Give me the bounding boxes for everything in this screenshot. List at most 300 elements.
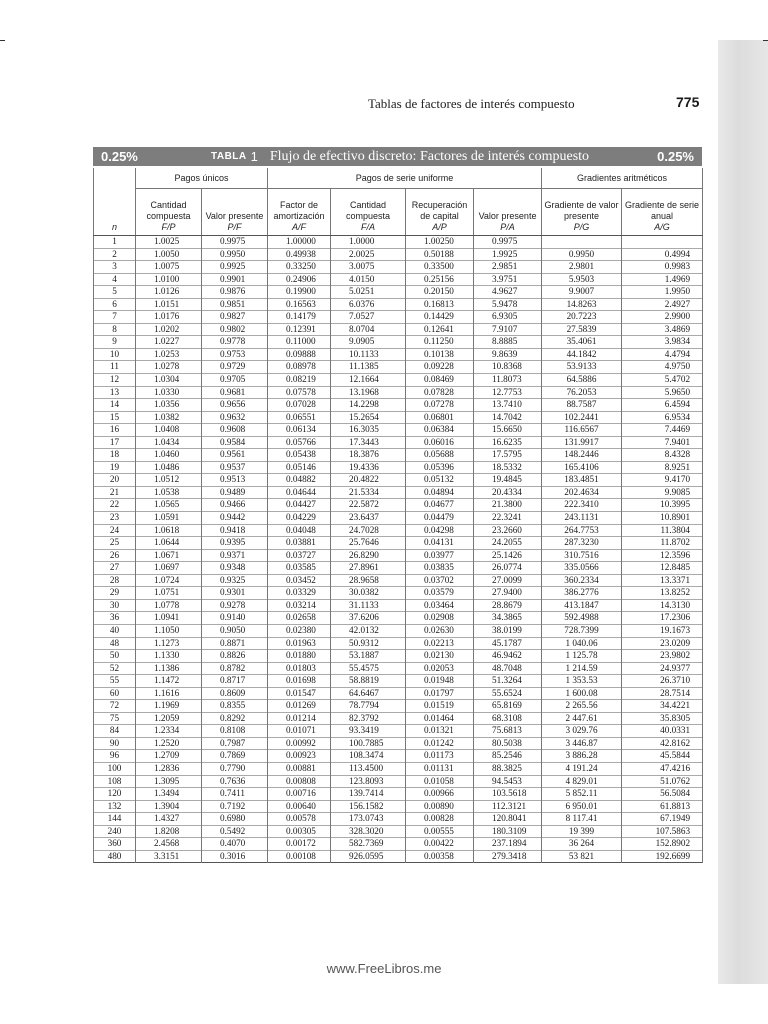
factor-cell: 1 125.78: [542, 650, 622, 663]
factor-cell: 1.0618: [136, 524, 202, 537]
factor-cell: 0.4994: [622, 248, 703, 261]
factor-cell: 64.6467: [331, 687, 406, 700]
factor-cell: 1.0000: [331, 236, 406, 249]
period-cell: 16: [94, 424, 136, 437]
factor-cell: 4.0150: [331, 273, 406, 286]
period-cell: 29: [94, 587, 136, 600]
factor-cell: 65.8169: [474, 700, 542, 713]
factor-cell: 0.07028: [268, 399, 331, 412]
factor-cell: 0.12391: [268, 323, 331, 336]
factor-cell: 0.9975: [474, 236, 542, 249]
factor-cell: 56.5084: [622, 788, 703, 801]
table-row: [94, 599, 703, 612]
factor-cell: 1.0075: [136, 261, 202, 274]
factor-cell: 0.9827: [202, 311, 268, 324]
factor-cell: 17.2306: [622, 612, 703, 625]
factor-cell: 18.5332: [474, 461, 542, 474]
factor-cell: 1.1969: [136, 700, 202, 713]
factor-cell: 24.2055: [474, 537, 542, 550]
factor-cell: 28.8679: [474, 599, 542, 612]
factor-cell: 61.8813: [622, 800, 703, 813]
factor-cell: 3 446.87: [542, 737, 622, 750]
factor-cell: 0.09888: [268, 348, 331, 361]
factor-cell: 0.7869: [202, 750, 268, 763]
table-row: [94, 687, 703, 700]
factor-cell: 0.01131: [406, 762, 474, 775]
factor-cell: 0.00890: [406, 800, 474, 813]
period-cell: 9: [94, 336, 136, 349]
table-row: [94, 750, 703, 763]
factor-cell: 35.4061: [542, 336, 622, 349]
factor-table: [93, 168, 703, 863]
factor-cell: 15.2654: [331, 411, 406, 424]
factor-cell: 222.3410: [542, 499, 622, 512]
factor-cell: 0.03329: [268, 587, 331, 600]
table-row: [94, 436, 703, 449]
factor-cell: 1.0050: [136, 248, 202, 261]
factor-cell: 0.01803: [268, 662, 331, 675]
factor-cell: 36 264: [542, 838, 622, 851]
factor-cell: 0.9537: [202, 461, 268, 474]
factor-cell: 0.01464: [406, 712, 474, 725]
factor-cell: 0.6980: [202, 813, 268, 826]
factor-cell: 0.00578: [268, 813, 331, 826]
factor-cell: 24.9377: [622, 662, 703, 675]
table-row: [94, 311, 703, 324]
period-cell: 3: [94, 261, 136, 274]
factor-cell: 0.06016: [406, 436, 474, 449]
table-row: [94, 336, 703, 349]
factor-cell: 0.01797: [406, 687, 474, 700]
period-cell: 13: [94, 386, 136, 399]
table-row: [94, 374, 703, 387]
factor-cell: 1.1050: [136, 624, 202, 637]
factor-cell: 0.04229: [268, 512, 331, 525]
factor-cell: 173.0743: [331, 813, 406, 826]
column-header-symbol: A/G: [654, 222, 670, 232]
factor-cell: 1.3494: [136, 788, 202, 801]
factor-cell: 0.05766: [268, 436, 331, 449]
factor-cell: 243.1131: [542, 512, 622, 525]
factor-cell: 0.9802: [202, 323, 268, 336]
factor-cell: 0.9325: [202, 574, 268, 587]
factor-cell: 1.2059: [136, 712, 202, 725]
factor-cell: 14.2298: [331, 399, 406, 412]
factor-cell: 1.0100: [136, 273, 202, 286]
factor-cell: 0.04048: [268, 524, 331, 537]
period-cell: 8: [94, 323, 136, 336]
group-arithmetic-gradients: Gradientes aritméticos: [542, 168, 703, 189]
table-row: [94, 386, 703, 399]
factor-cell: 0.02213: [406, 637, 474, 650]
column-header: [474, 189, 542, 236]
column-header-name: Gradiente de valor presente: [544, 200, 619, 221]
factor-cell: 53.9133: [542, 361, 622, 374]
period-cell: 48: [94, 637, 136, 650]
factor-cell: 27.5839: [542, 323, 622, 336]
factor-cell: 0.9950: [542, 248, 622, 261]
factor-cell: 20.4334: [474, 486, 542, 499]
factor-cell: 22.3241: [474, 512, 542, 525]
factor-cell: 9.0905: [331, 336, 406, 349]
factor-cell: 335.0566: [542, 562, 622, 575]
period-cell: 17: [94, 436, 136, 449]
factor-cell: 24.7028: [331, 524, 406, 537]
factor-cell: 152.8902: [622, 838, 703, 851]
factor-cell: 0.04131: [406, 537, 474, 550]
factor-cell: 237.1894: [474, 838, 542, 851]
factor-cell: 0.9140: [202, 612, 268, 625]
factor-cell: 0.8782: [202, 662, 268, 675]
factor-cell: 0.03835: [406, 562, 474, 575]
factor-cell: 11.8702: [622, 537, 703, 550]
factor-cell: 55.4575: [331, 662, 406, 675]
table-row: [94, 286, 703, 299]
factor-cell: 1.2709: [136, 750, 202, 763]
factor-cell: 78.7794: [331, 700, 406, 713]
period-cell: 96: [94, 750, 136, 763]
factor-cell: 94.5453: [474, 775, 542, 788]
factor-cell: 279.3418: [474, 850, 542, 863]
factor-cell: 0.33500: [406, 261, 474, 274]
table-row: [94, 850, 703, 863]
factor-cell: 0.05132: [406, 474, 474, 487]
column-header-symbol: A/F: [292, 222, 307, 232]
factor-cell: 5.9650: [622, 386, 703, 399]
factor-cell: 0.03881: [268, 537, 331, 550]
factor-cell: 1.1330: [136, 650, 202, 663]
factor-cell: 1 353.53: [542, 675, 622, 688]
factor-cell: 165.4106: [542, 461, 622, 474]
factor-cell: 31.1133: [331, 599, 406, 612]
factor-cell: 58.8819: [331, 675, 406, 688]
factor-cell: 9.8639: [474, 348, 542, 361]
table-row: [94, 361, 703, 374]
table-row: [94, 424, 703, 437]
factor-cell: 25.7646: [331, 537, 406, 550]
factor-cell: 0.4070: [202, 838, 268, 851]
factor-cell: 131.9917: [542, 436, 622, 449]
factor-cell: 4.9627: [474, 286, 542, 299]
factor-cell: 0.9466: [202, 499, 268, 512]
factor-cell: 1 040.06: [542, 637, 622, 650]
period-cell: 84: [94, 725, 136, 738]
factor-cell: 68.3108: [474, 712, 542, 725]
period-cell: 6: [94, 298, 136, 311]
footer-url: www.FreeLibros.me: [326, 961, 442, 976]
table-row: [94, 537, 703, 550]
table-row: [94, 399, 703, 412]
running-head: Tablas de factores de interés compuesto: [368, 96, 575, 111]
table-row: [94, 662, 703, 675]
table-row: [94, 775, 703, 788]
factor-cell: 12.1664: [331, 374, 406, 387]
factor-cell: 0.03579: [406, 587, 474, 600]
period-cell: 24: [94, 524, 136, 537]
table-row: [94, 637, 703, 650]
table-row: [94, 323, 703, 336]
period-cell: 1: [94, 236, 136, 249]
factor-cell: 0.9705: [202, 374, 268, 387]
table-row: [94, 624, 703, 637]
factor-cell: 0.00305: [268, 825, 331, 838]
factor-cell: 44.1842: [542, 348, 622, 361]
factor-cell: 1.0151: [136, 298, 202, 311]
period-cell: 90: [94, 737, 136, 750]
period-cell: 60: [94, 687, 136, 700]
factor-cell: 0.9729: [202, 361, 268, 374]
table-heading: Flujo de efectivo discreto: Factores de interés compuesto: [269, 148, 590, 164]
factor-cell: 0.7987: [202, 737, 268, 750]
factor-cell: 0.8355: [202, 700, 268, 713]
factor-cell: 1.4327: [136, 813, 202, 826]
factor-cell: 26.3710: [622, 675, 703, 688]
factor-cell: 53.1887: [331, 650, 406, 663]
factor-cell: 0.01519: [406, 700, 474, 713]
factor-cell: 0.9371: [202, 549, 268, 562]
factor-cell: 1.0278: [136, 361, 202, 374]
factor-cell: 34.4221: [622, 700, 703, 713]
factor-cell: 0.00966: [406, 788, 474, 801]
factor-cell: 12.7753: [474, 386, 542, 399]
factor-cell: 38.0199: [474, 624, 542, 637]
interest-rate-right: 0.25%: [657, 149, 694, 164]
column-header-name: Gradiente de serie anual: [625, 200, 700, 221]
factor-cell: 18.3876: [331, 449, 406, 462]
factor-cell: 1.0778: [136, 599, 202, 612]
factor-cell: 23.2660: [474, 524, 542, 537]
factor-cell: 0.00172: [268, 838, 331, 851]
factor-cell: 55.6524: [474, 687, 542, 700]
factor-cell: 20.7223: [542, 311, 622, 324]
table-row: [94, 788, 703, 801]
n-header-blank: [94, 168, 136, 189]
factor-cell: 26.0774: [474, 562, 542, 575]
table-row: [94, 800, 703, 813]
factor-cell: 112.3121: [474, 800, 542, 813]
factor-cell: 82.3792: [331, 712, 406, 725]
factor-cell: 7.9107: [474, 323, 542, 336]
period-cell: 26: [94, 549, 136, 562]
factor-cell: 13.7410: [474, 399, 542, 412]
factor-cell: 4.9750: [622, 361, 703, 374]
factor-cell: 0.16563: [268, 298, 331, 311]
factor-cell: 11.3804: [622, 524, 703, 537]
factor-cell: 28.7514: [622, 687, 703, 700]
factor-cell: 0.9278: [202, 599, 268, 612]
factor-cell: 1.0253: [136, 348, 202, 361]
factor-cell: 0.03452: [268, 574, 331, 587]
table-row: [94, 737, 703, 750]
column-header-symbol: P/G: [573, 222, 590, 232]
factor-cell: 2 447.61: [542, 712, 622, 725]
factor-cell: 0.9851: [202, 298, 268, 311]
factor-cell: 0.7411: [202, 788, 268, 801]
factor-cell: 50.9312: [331, 637, 406, 650]
factor-cell: 1.0176: [136, 311, 202, 324]
period-cell: 5: [94, 286, 136, 299]
factor-cell: 0.20150: [406, 286, 474, 299]
factor-cell: 148.2446: [542, 449, 622, 462]
column-header: [331, 189, 406, 236]
period-cell: 4: [94, 273, 136, 286]
factor-cell: 1.0724: [136, 574, 202, 587]
factor-cell: 26.8290: [331, 549, 406, 562]
factor-cell: 1.0126: [136, 286, 202, 299]
factor-cell: 183.4851: [542, 474, 622, 487]
factor-cell: 12.3596: [622, 549, 703, 562]
factor-cell: 88.7587: [542, 399, 622, 412]
factor-cell: 1.0941: [136, 612, 202, 625]
factor-cell: 0.00992: [268, 737, 331, 750]
factor-cell: 1.0512: [136, 474, 202, 487]
factor-cell: 42.8162: [622, 737, 703, 750]
factor-cell: 1.0486: [136, 461, 202, 474]
factor-cell: 53 821: [542, 850, 622, 863]
factor-cell: 360.2334: [542, 574, 622, 587]
factor-cell: 0.49938: [268, 248, 331, 261]
column-header-name: Recuperación de capital: [411, 200, 468, 221]
factor-cell: 926.0595: [331, 850, 406, 863]
group-uniform-series: Pagos de serie uniforme: [268, 168, 542, 189]
period-cell: 50: [94, 650, 136, 663]
factor-cell: 51.0762: [622, 775, 703, 788]
factor-cell: 10.1133: [331, 348, 406, 361]
factor-cell: 0.01058: [406, 775, 474, 788]
factor-cell: 14.7042: [474, 411, 542, 424]
factor-cell: 1.0751: [136, 587, 202, 600]
period-cell: 21: [94, 486, 136, 499]
factor-cell: 123.8093: [331, 775, 406, 788]
factor-cell: 1.1273: [136, 637, 202, 650]
column-header-name: Factor de amortización: [273, 200, 325, 221]
period-cell: 240: [94, 825, 136, 838]
table-row: [94, 411, 703, 424]
factor-cell: 1.0644: [136, 537, 202, 550]
factor-cell: 100.7885: [331, 737, 406, 750]
factor-cell: 0.02908: [406, 612, 474, 625]
factor-cell: 1 600.08: [542, 687, 622, 700]
table-row: [94, 499, 703, 512]
period-cell: 108: [94, 775, 136, 788]
factor-cell: 1.0304: [136, 374, 202, 387]
factor-cell: 2.4927: [622, 298, 703, 311]
column-header: [406, 189, 474, 236]
table-row: [94, 449, 703, 462]
factor-cell: 1.1386: [136, 662, 202, 675]
table-row: [94, 273, 703, 286]
factor-cell: 0.9876: [202, 286, 268, 299]
factor-cell: 0.05396: [406, 461, 474, 474]
factor-cell: 3.0075: [331, 261, 406, 274]
table-row: [94, 587, 703, 600]
factor-cell: 120.8041: [474, 813, 542, 826]
table-row: [94, 574, 703, 587]
factor-cell: 0.07828: [406, 386, 474, 399]
column-header-symbol: F/A: [361, 222, 376, 232]
factor-cell: 1.0538: [136, 486, 202, 499]
factor-cell: 15.6650: [474, 424, 542, 437]
factor-cell: 19.4845: [474, 474, 542, 487]
period-cell: 14: [94, 399, 136, 412]
table-row: [94, 838, 703, 851]
period-cell: 22: [94, 499, 136, 512]
table-row: [94, 549, 703, 562]
factor-cell: 139.7414: [331, 788, 406, 801]
column-header: [202, 189, 268, 236]
period-cell: 30: [94, 599, 136, 612]
factor-cell: 0.00716: [268, 788, 331, 801]
factor-cell: 5 852.11: [542, 788, 622, 801]
factor-cell: 0.02630: [406, 624, 474, 637]
factor-cell: 3.4869: [622, 323, 703, 336]
factor-cell: 0.9418: [202, 524, 268, 537]
factor-cell: 19 399: [542, 825, 622, 838]
factor-cell: 9.9007: [542, 286, 622, 299]
period-cell: 55: [94, 675, 136, 688]
column-header-symbol: A/P: [432, 222, 447, 232]
factor-cell: 1.2836: [136, 762, 202, 775]
factor-cell: 45.1787: [474, 637, 542, 650]
table-label: TABLA: [211, 151, 247, 162]
factor-cell: 0.00640: [268, 800, 331, 813]
factor-cell: 0.04894: [406, 486, 474, 499]
factor-cell: 45.5844: [622, 750, 703, 763]
factor-cell: 8.0704: [331, 323, 406, 336]
period-cell: 144: [94, 813, 136, 826]
factor-cell: 0.06384: [406, 424, 474, 437]
factor-cell: 0.05146: [268, 461, 331, 474]
factor-cell: 0.03464: [406, 599, 474, 612]
factor-cell: 3 886.28: [542, 750, 622, 763]
factor-cell: 8.8885: [474, 336, 542, 349]
table-row: [94, 813, 703, 826]
period-cell: 25: [94, 537, 136, 550]
factor-cell: 0.9395: [202, 537, 268, 550]
factor-cell: 0.06551: [268, 411, 331, 424]
period-cell: 480: [94, 850, 136, 863]
factor-cell: 2 265.56: [542, 700, 622, 713]
factor-cell: 3.9834: [622, 336, 703, 349]
factor-cell: 1.0202: [136, 323, 202, 336]
factor-cell: 108.3474: [331, 750, 406, 763]
factor-cell: 5.4702: [622, 374, 703, 387]
factor-cell: 0.07278: [406, 399, 474, 412]
factor-cell: 13.1968: [331, 386, 406, 399]
factor-cell: 6 950.01: [542, 800, 622, 813]
factor-cell: 0.01948: [406, 675, 474, 688]
factor-cell: 0.04677: [406, 499, 474, 512]
period-cell: 12: [94, 374, 136, 387]
factor-cell: 592.4988: [542, 612, 622, 625]
factor-cell: 0.01880: [268, 650, 331, 663]
factor-cell: 64.5886: [542, 374, 622, 387]
table-row: [94, 524, 703, 537]
factor-cell: 11.8073: [474, 374, 542, 387]
table-row: [94, 486, 703, 499]
factor-cell: 0.19900: [268, 286, 331, 299]
factor-cell: 0.01071: [268, 725, 331, 738]
period-cell: 18: [94, 449, 136, 462]
factor-cell: 1.0697: [136, 562, 202, 575]
factor-cell: 13.8252: [622, 587, 703, 600]
factor-cell: 287.3230: [542, 537, 622, 550]
factor-cell: 1.00000: [268, 236, 331, 249]
table-row: [94, 725, 703, 738]
factor-cell: 0.8871: [202, 637, 268, 650]
factor-cell: 0.04882: [268, 474, 331, 487]
factor-cell: 328.3020: [331, 825, 406, 838]
